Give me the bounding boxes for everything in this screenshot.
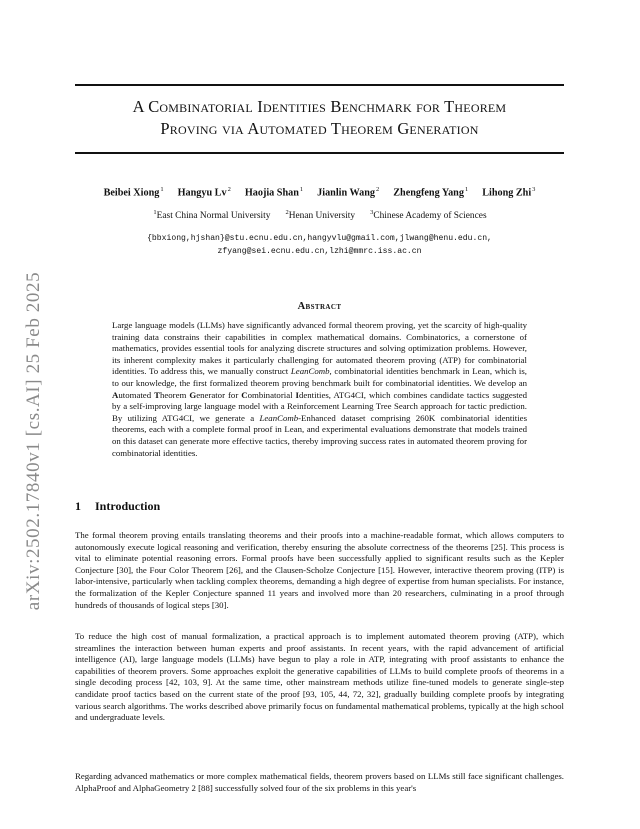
author-emails — [75, 232, 564, 258]
acronym-letter: C — [241, 389, 248, 400]
section-title: Introduction — [95, 499, 161, 513]
author-name: Haojia Shan — [244, 187, 299, 199]
author — [393, 186, 468, 198]
body-paragraph: Regarding advanced mathematics or more complex mathematical fields, theorem provers based on LLMs still face significant challenges. AlphaProof and AlphaGeometry 2 [88] successfully solved four of the six problems in this year's — [75, 771, 564, 793]
abstract-text: Large language models (LLMs) have significantly advanced formal theorem proving, yet the scarcity of high-quality training data constrains their capabilities in complex mathematical domains. Combinatorics, a cornerstone of mathematics, provides essential tools for analyzing discrete structures and solving optimization problems. However, its inherent complexity makes it particularly challenging for automated theorem proving (ATP) for combinatorial identities. To address this, we manually construct — [112, 320, 527, 377]
abstract-text: enerator for — [196, 389, 242, 400]
acronym-letter: G — [189, 389, 197, 400]
email-line-1: {bbxiong,hjshan}@stu.ecnu.edu.cn,hangyvlu@gmail.com,jlwang@henu.edu.cn, — [147, 234, 492, 243]
abstract-body — [112, 320, 527, 459]
acronym-letter: A — [112, 389, 119, 400]
section-heading-introduction — [75, 499, 160, 514]
author-affiliation-mark: 2 — [227, 186, 231, 193]
title-top-rule — [75, 84, 564, 86]
author — [104, 186, 164, 198]
acronym-letter: I — [295, 389, 299, 400]
author — [178, 186, 231, 198]
abstract-text: utomated — [118, 389, 155, 400]
author-affiliation-mark: 1 — [160, 186, 164, 193]
author-name: Lihong Zhi — [482, 187, 532, 199]
paper-title-line-2: Proving via Automated Theorem Generation — [160, 119, 479, 138]
affiliation-number: 1 — [153, 209, 157, 216]
affiliation-name: East China Normal University — [156, 211, 271, 222]
body-paragraph: The formal theorem proving entails translating theorems and their proofs into a machine-readable format, which allows computers to autonomously execute logical reasoning and verification, thereby ensuring the absolute correctness of the theorems [25]. This process is vital to eliminate potential reasoning errors. Formal proofs have been successfully applied to significant results such as the Kepler Conjecture [30], the Four Color Theorem [26], and the Clausen-Scholze Conjecture [15]. However, interactive theorem proving (ITP) is labor-intensive, particularly when tackling complex theorems, demanding a high degree of expertise from human specialists. For instance, the formalization of the Kepler Conjecture spanned 11 years and involved more than 20 researchers, culminating in a proof through hundreds of thousands of logical steps [30]. — [75, 530, 564, 610]
author-affiliation-mark: 3 — [532, 186, 536, 193]
author-name: Jianlin Wang — [317, 187, 376, 199]
leancomb-term: LeanComb — [290, 366, 330, 377]
affiliation-number: 3 — [370, 209, 374, 216]
abstract-heading: Abstract — [297, 301, 342, 312]
affiliation — [284, 209, 355, 221]
author — [317, 186, 379, 198]
abstract-text: , combinatorial identities benchmark in Lean, which is, to our knowledge, the first formalized theorem proving benchmark built for combinatorial identities. We develop an — [112, 366, 527, 388]
abstract-text: , ATG4CI, which combines candidate tactics suggested by a self-improving large language model with a Reinforcement Learning Tree Search approach for tactic prediction. By utilizing ATG4CI, we generate a — [112, 389, 528, 423]
author-list — [75, 186, 564, 198]
leancomb-term: LeanComb — [259, 412, 299, 423]
body-paragraph: To reduce the high cost of manual formalization, a practical approach is to implement automated theorem proving (ATP), which streamlines the interaction between human experts and proof assistants. In recent years, with the rapid advancement of artificial intelligence (AI), large language models (LLMs) have begun to play a role in ATP, integrating with proof assistants to enhance the capabilities of theorem provers. Some approaches exploit the generative capabilities of LLMs to build complete proofs of theorems in a single decoding process [42, 103, 9]. At the same time, other mainstream methods utilize fine-tuned models to generate single-step candidate proof tactics based on the current state of the proof [93, 105, 44, 72, 32], gradually building complete proofs by integrating various search algorithms. The works described above primarily focus on fundamental mathematical problems, typically at the high school and undergraduate levels. — [75, 631, 564, 723]
affiliation-name: Chinese Academy of Sciences — [373, 211, 487, 222]
affiliation-name: Henan University — [288, 211, 356, 222]
abstract-text: ombinatorial — [247, 389, 296, 400]
affiliation — [152, 209, 270, 221]
author — [482, 186, 535, 198]
affiliation-list — [75, 209, 564, 221]
author — [245, 186, 303, 198]
affiliation-number: 2 — [285, 209, 289, 216]
arxiv-identifier-text[interactable]: arXiv:2502.17840v1 [cs.AI] 25 Feb 2025 — [23, 271, 44, 611]
abstract-text: dentities — [298, 389, 329, 400]
paper-title — [75, 96, 564, 140]
acronym-letter: T — [154, 389, 160, 400]
section-number: 1 — [75, 499, 81, 513]
paper-title-line-1: A Combinatorial Identities Benchmark for Theorem — [132, 97, 507, 116]
author-name: Beibei Xiong — [103, 187, 160, 199]
author-name: Hangyu Lv — [177, 187, 227, 199]
author-affiliation-mark: 1 — [464, 186, 469, 193]
abstract-text: -Enhanced dataset comprising 260K combinatorial identities theorems, each with a complete formal proof in Lean, and experimental evaluations demonstrate that models trained on this dataset can generate more effective tactics, thereby improving success rates in automated theorem proving for combinatorial identities. — [112, 412, 528, 458]
email-line-2: zfyang@sei.ecnu.edu.cn,lzhi@mmrc.iss.ac.cn — [217, 247, 422, 256]
abstract-text: heorem — [159, 389, 190, 400]
author-name: Zhengfeng Yang — [393, 187, 464, 199]
affiliation — [369, 209, 487, 221]
author-affiliation-mark: 2 — [376, 186, 380, 193]
title-bottom-rule — [75, 152, 564, 154]
author-affiliation-mark: 1 — [299, 186, 304, 193]
